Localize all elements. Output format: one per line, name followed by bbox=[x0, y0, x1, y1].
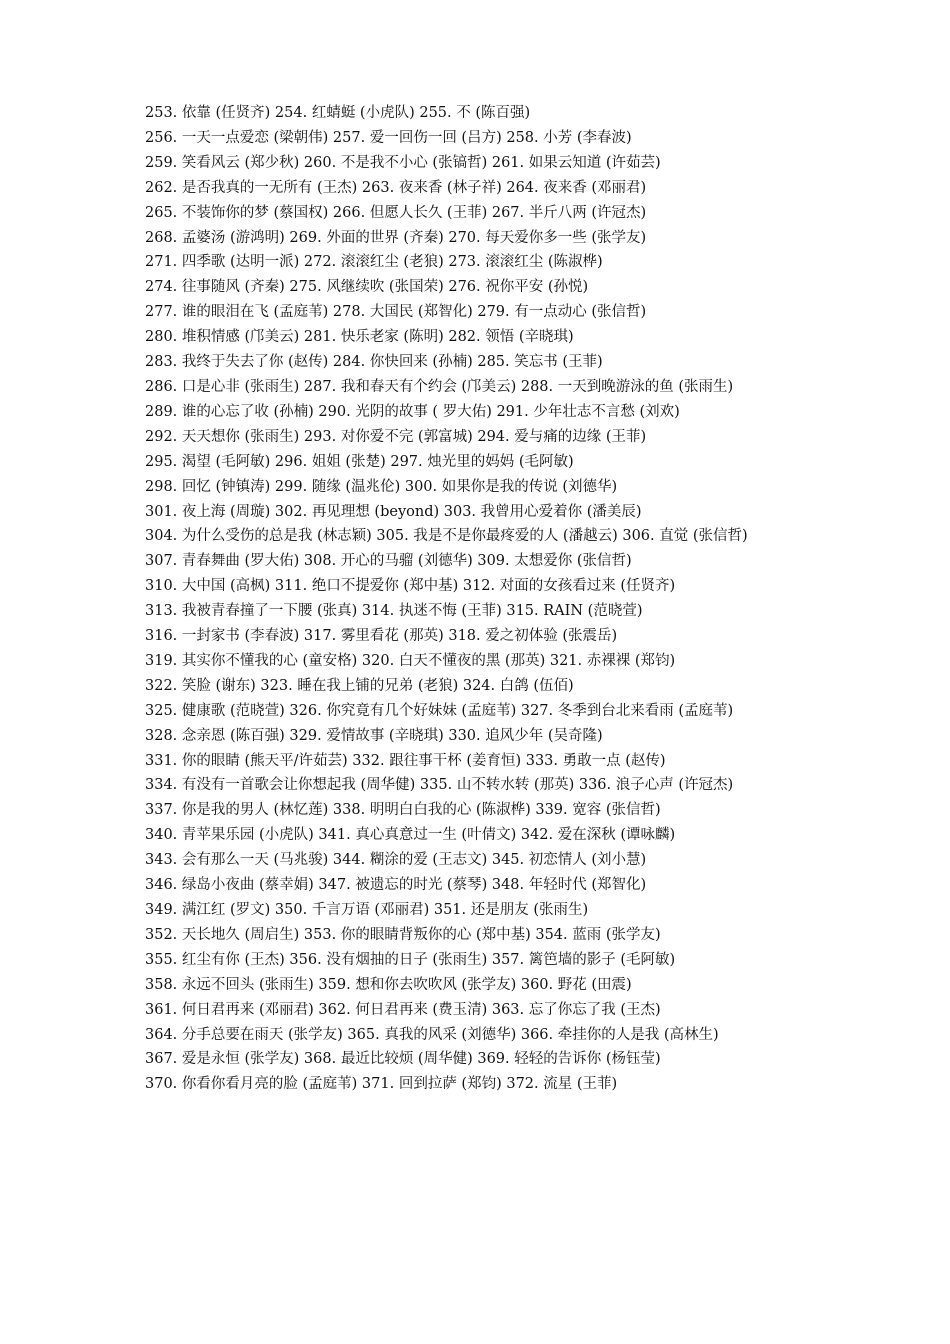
song-line: 262. 是否我真的一无所有 (王杰) 263. 夜来香 (林子祥) 264. 夜来香 (邓丽君) bbox=[145, 179, 647, 196]
song-line: 355. 红尘有你 (王杰) 356. 没有烟抽的日子 (张雨生) 357. 篱笆墙的影子 (毛阿敏) bbox=[145, 951, 676, 968]
song-line: 286. 口是心非 (张雨生) 287. 我和春天有个约会 (邝美云) 288. 一天到晚游泳的鱼 (张雨生) bbox=[145, 378, 734, 395]
song-line: 268. 孟婆汤 (游鸿明) 269. 外面的世界 (齐秦) 270. 每天爱你多一些 (张学友) bbox=[145, 229, 647, 246]
song-line: 289. 谁的心忘了收 (孙楠) 290. 光阴的故事 ( 罗大佑) 291. 少年壮志不言愁 (刘欢) bbox=[145, 403, 680, 420]
song-line: 346. 绿岛小夜曲 (蔡幸娟) 347. 被遗忘的时光 (蔡琴) 348. 年轻时代 (郑智化) bbox=[145, 877, 647, 894]
song-line: 307. 青春舞曲 (罗大佑) 308. 开心的马骝 (刘德华) 309. 太想爱你 (张信哲) bbox=[145, 553, 632, 570]
song-line: 274. 往事随风 (齐秦) 275. 风继续吹 (张国荣) 276. 祝你平安 (孙悦) bbox=[145, 279, 589, 296]
song-line: 256. 一天一点爱恋 (梁朝伟) 257. 爱一回伤一回 (吕方) 258. 小芳 (李春波) bbox=[145, 129, 632, 146]
song-line: 352. 天长地久 (周启生) 353. 你的眼睛背叛你的心 (郑中基) 354. 蓝雨 (张学友) bbox=[145, 926, 661, 943]
song-line: 283. 我终于失去了你 (赵传) 284. 你快回来 (孙楠) 285. 笑忘书 (王菲) bbox=[145, 354, 603, 371]
song-line: 319. 其实你不懂我的心 (童安格) 320. 白天不懂夜的黑 (那英) 321. 赤裸裸 (郑钧) bbox=[145, 652, 676, 669]
song-line: 304. 为什么受伤的总是我 (林志颖) 305. 我是不是你最疼爱的人 (潘越云) 306. 直觉 (张信哲) bbox=[145, 528, 748, 545]
song-line: 271. 四季歌 (达明一派) 272. 滚滚红尘 (老狼) 273. 滚滚红尘 (陈淑桦) bbox=[145, 254, 603, 271]
song-line: 349. 满江红 (罗文) 350. 千言万语 (邓丽君) 351. 还是朋友 (张雨生) bbox=[145, 902, 589, 918]
song-line: 325. 健康歌 (范晓萱) 326. 你究竟有几个好妹妹 (孟庭苇) 327. 冬季到台北来看雨 (孟庭苇) bbox=[145, 702, 734, 719]
song-line: 367. 爱是永恒 (张学友) 368. 最近比较烦 (周华健) 369. 轻轻的告诉你 (杨钰莹) bbox=[145, 1051, 661, 1068]
song-line: 313. 我被青春撞了一下腰 (张真) 314. 执迷不悔 (王菲) 315. RAIN (范晓萱) bbox=[145, 603, 643, 620]
song-line: 370. 你看你看月亮的脸 (孟庭苇) 371. 回到拉萨 (郑钧) 372. 流星 (王菲) bbox=[145, 1076, 618, 1093]
song-line: 259. 笑看风云 (郑少秋) 260. 不是我不小心 (张镐哲) 261. 如果云知道 (许茹芸) bbox=[145, 154, 661, 171]
song-line: 316. 一封家书 (李春波) 317. 雾里看花 (那英) 318. 爱之初体验 (张震岳) bbox=[145, 628, 618, 645]
song-line: 343. 会有那么一天 (马兆骏) 344. 糊涂的爱 (王志文) 345. 初恋情人 (刘小慧) bbox=[145, 852, 647, 869]
song-line: 298. 回忆 (钟镇涛) 299. 随缘 (温兆伦) 300. 如果你是我的传说 (刘德华) bbox=[145, 478, 618, 495]
song-line: 328. 念亲恩 (陈百强) 329. 爱情故事 (辛晓琪) 330. 追风少年 (吴奇隆) bbox=[145, 727, 603, 744]
song-line: 277. 谁的眼泪在飞 (孟庭苇) 278. 大国民 (郑智化) 279. 有一点动心 (张信哲) bbox=[145, 304, 647, 321]
song-line: 253. 依靠 (任贤齐) 254. 红蜻蜓 (小虎队) 255. 不 (陈百强) bbox=[145, 105, 531, 121]
song-list bbox=[145, 101, 809, 1097]
song-line: 364. 分手总要在雨天 (张学友) 365. 真我的风采 (刘德华) 366. 牵挂你的人是我 (高林生) bbox=[145, 1026, 719, 1043]
song-line: 340. 青苹果乐园 (小虎队) 341. 真心真意过一生 (叶倩文) 342. 爱在深秋 (谭咏麟) bbox=[145, 827, 676, 844]
song-line: 337. 你是我的男人 (林忆莲) 338. 明明白白我的心 (陈淑桦) 339. 宽容 (张信哲) bbox=[145, 802, 661, 819]
song-line: 358. 永远不回头 (张雨生) 359. 想和你去吹吹风 (张学友) 360. 野花 (田震) bbox=[145, 976, 632, 993]
song-line: 280. 堆积情感 (邝美云) 281. 快乐老家 (陈明) 282. 领悟 (辛晓琪) bbox=[145, 329, 574, 346]
song-line: 292. 天天想你 (张雨生) 293. 对你爱不完 (郭富城) 294. 爱与痛的边缘 (王菲) bbox=[145, 428, 647, 445]
song-line: 301. 夜上海 (周璇) 302. 再见理想 (beyond) 303. 我曾用心爱着你 (潘美辰) bbox=[145, 503, 642, 520]
song-line: 361. 何日君再来 (邓丽君) 362. 何日君再来 (费玉清) 363. 忘了你忘了我 (王杰) bbox=[145, 1001, 661, 1018]
song-line: 334. 有没有一首歌会让你想起我 (周华健) 335. 山不转水转 (那英) 336. 浪子心声 (许冠杰) bbox=[145, 777, 734, 794]
song-line: 310. 大中国 (高枫) 311. 绝口不提爱你 (郑中基) 312. 对面的女孩看过来 (任贤齐) bbox=[145, 578, 676, 595]
song-line: 331. 你的眼睛 (熊天平/许茹芸) 332. 跟往事干杯 (姜育恒) 333. 勇敢一点 (赵传) bbox=[145, 752, 666, 769]
song-line: 295. 渴望 (毛阿敏) 296. 姐姐 (张楚) 297. 烛光里的妈妈 (毛阿敏) bbox=[145, 453, 574, 470]
song-line: 265. 不装饰你的梦 (蔡国权) 266. 但愿人长久 (王菲) 267. 半斤八两 (许冠杰) bbox=[145, 204, 647, 221]
song-line: 322. 笑脸 (谢东) 323. 睡在我上铺的兄弟 (老狼) 324. 白鸽 (伍佰) bbox=[145, 677, 574, 694]
